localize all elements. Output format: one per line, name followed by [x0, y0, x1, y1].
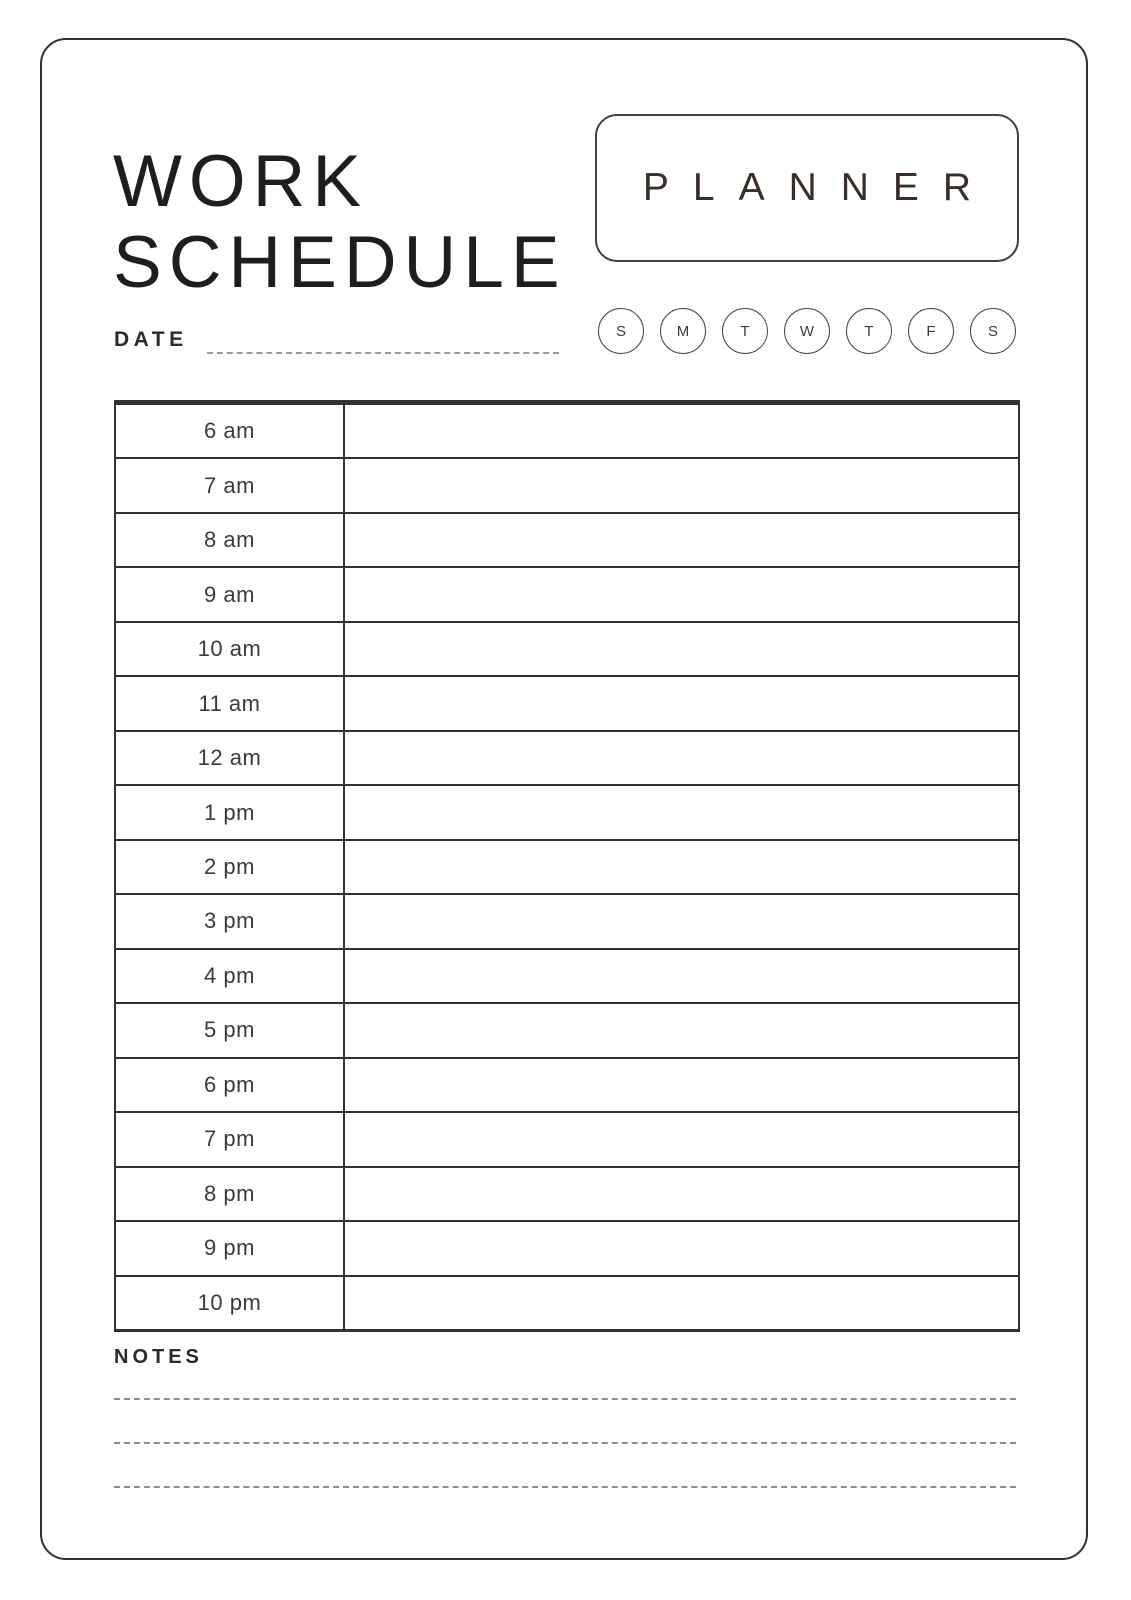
entry-cell[interactable]	[345, 623, 1018, 675]
day-circle[interactable]: F	[908, 308, 954, 354]
time-cell: 9 pm	[116, 1222, 345, 1274]
time-cell: 12 am	[116, 732, 345, 784]
entry-cell[interactable]	[345, 1168, 1018, 1220]
entry-cell[interactable]	[345, 568, 1018, 620]
entry-cell[interactable]	[345, 950, 1018, 1002]
schedule-row	[116, 621, 1018, 675]
planner-badge-label: PLANNER	[642, 166, 996, 209]
schedule-row	[116, 1275, 1018, 1329]
page-title-line1: WORK	[113, 140, 369, 222]
schedule-row	[116, 457, 1018, 511]
time-cell: 11 am	[116, 677, 345, 729]
time-cell: 4 pm	[116, 950, 345, 1002]
schedule-row	[116, 1166, 1018, 1220]
time-cell: 9 am	[116, 568, 345, 620]
entry-cell[interactable]	[345, 786, 1018, 838]
planner-badge	[595, 114, 1019, 262]
page-title-line2: SCHEDULE	[113, 221, 567, 303]
note-input-line[interactable]	[114, 1442, 1016, 1444]
day-circle[interactable]: T	[846, 308, 892, 354]
schedule-row	[116, 1057, 1018, 1111]
time-cell: 10 am	[116, 623, 345, 675]
time-cell: 6 am	[116, 405, 345, 457]
schedule-row	[116, 403, 1018, 457]
notes-section	[114, 1398, 1016, 1530]
schedule-table	[114, 400, 1020, 1332]
entry-cell[interactable]	[345, 405, 1018, 457]
day-circle[interactable]: T	[722, 308, 768, 354]
entry-cell[interactable]	[345, 1113, 1018, 1165]
date-input-line[interactable]	[207, 352, 559, 354]
schedule-row	[116, 1002, 1018, 1056]
entry-cell[interactable]	[345, 459, 1018, 511]
page-border-frame	[40, 38, 1088, 1560]
time-cell: 7 pm	[116, 1113, 345, 1165]
time-cell: 10 pm	[116, 1277, 345, 1329]
schedule-row	[116, 1111, 1018, 1165]
time-cell: 2 pm	[116, 841, 345, 893]
time-cell: 8 pm	[116, 1168, 345, 1220]
entry-cell[interactable]	[345, 1059, 1018, 1111]
note-input-line[interactable]	[114, 1398, 1016, 1400]
time-cell: 6 pm	[116, 1059, 345, 1111]
day-circle[interactable]: S	[598, 308, 644, 354]
time-cell: 8 am	[116, 514, 345, 566]
page-title	[113, 141, 567, 303]
schedule-row	[116, 566, 1018, 620]
schedule-row	[116, 839, 1018, 893]
entry-cell[interactable]	[345, 841, 1018, 893]
schedule-row	[116, 730, 1018, 784]
entry-cell[interactable]	[345, 1277, 1018, 1329]
date-label: DATE	[114, 328, 188, 351]
schedule-row	[116, 784, 1018, 838]
schedule-row	[116, 1220, 1018, 1274]
time-cell: 5 pm	[116, 1004, 345, 1056]
entry-cell[interactable]	[345, 732, 1018, 784]
note-input-line[interactable]	[114, 1486, 1016, 1488]
entry-cell[interactable]	[345, 1004, 1018, 1056]
entry-cell[interactable]	[345, 677, 1018, 729]
time-cell: 3 pm	[116, 895, 345, 947]
schedule-row	[116, 675, 1018, 729]
day-circle[interactable]: W	[784, 308, 830, 354]
entry-cell[interactable]	[345, 1222, 1018, 1274]
time-cell: 7 am	[116, 459, 345, 511]
schedule-row	[116, 893, 1018, 947]
day-selector	[598, 308, 1016, 354]
day-circle[interactable]: S	[970, 308, 1016, 354]
day-circle[interactable]: M	[660, 308, 706, 354]
entry-cell[interactable]	[345, 514, 1018, 566]
time-cell: 1 pm	[116, 786, 345, 838]
entry-cell[interactable]	[345, 895, 1018, 947]
notes-label: NOTES	[114, 1346, 203, 1368]
schedule-row	[116, 948, 1018, 1002]
schedule-row	[116, 512, 1018, 566]
